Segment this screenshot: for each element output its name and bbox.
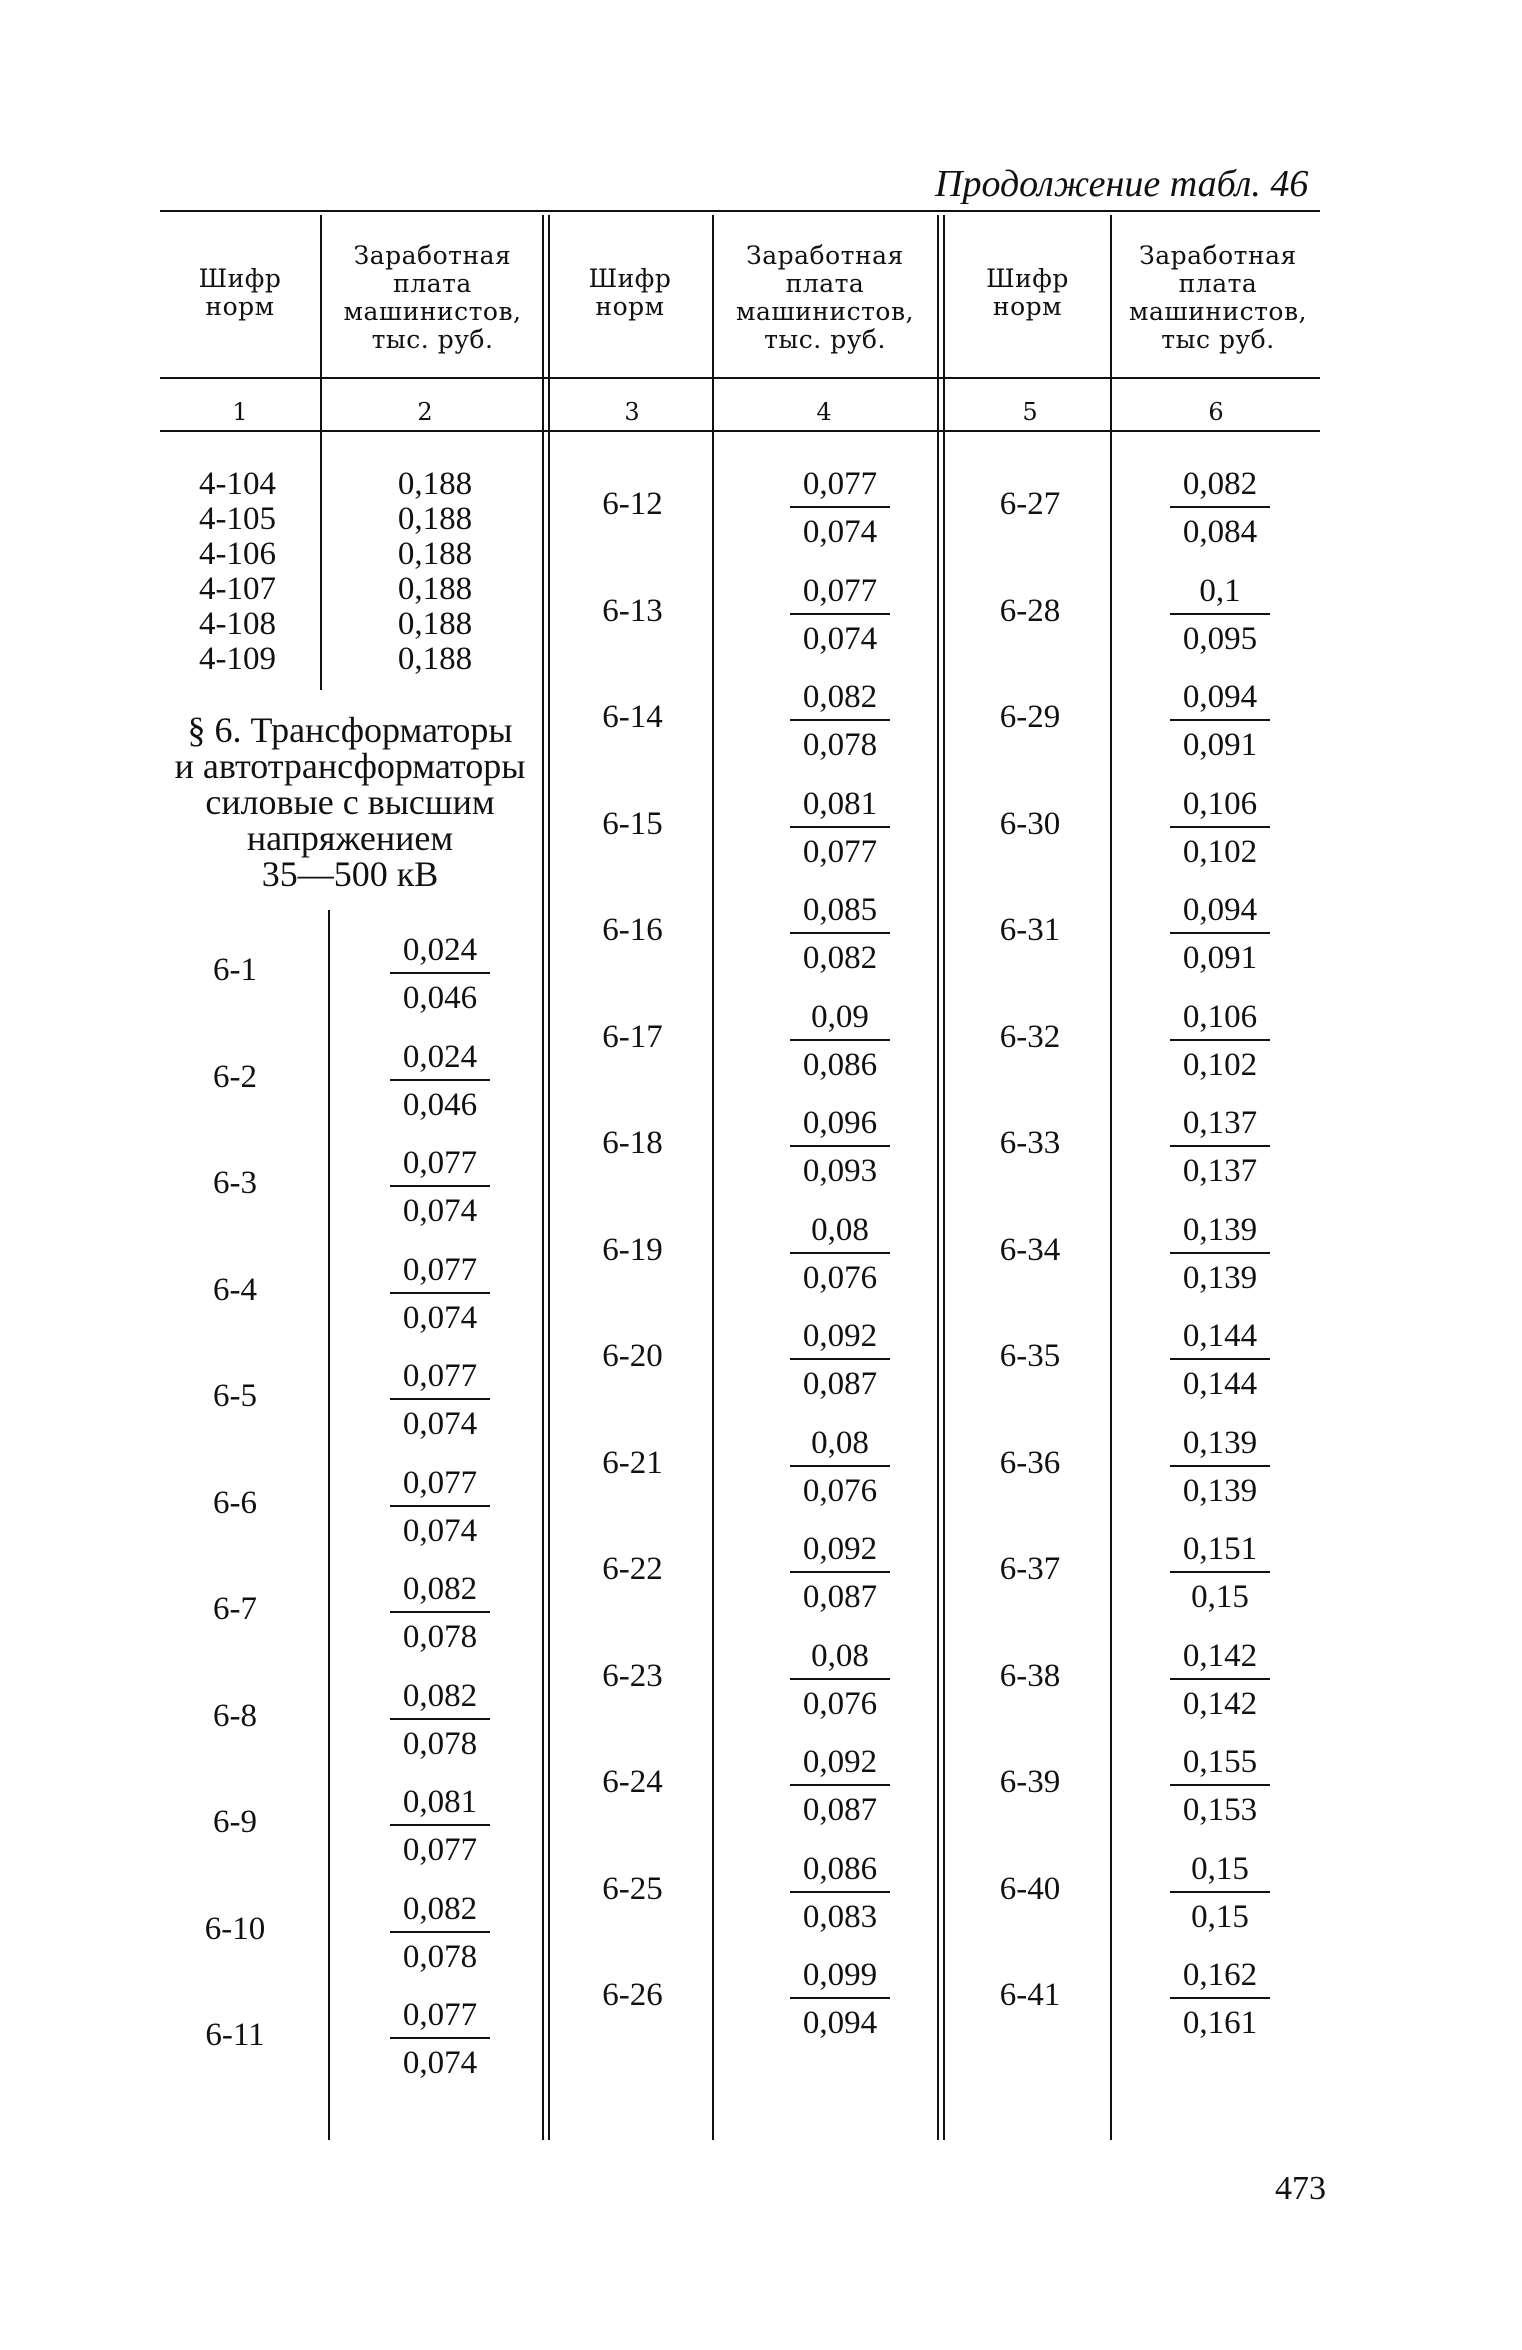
column-number-5: 5 <box>1022 398 1038 426</box>
section-title-line-3: силовые с высшим <box>205 782 495 822</box>
fraction-denominator: 0,074 <box>402 1406 478 1442</box>
table-row-code: 6-9 <box>213 1804 257 1840</box>
fraction-cell <box>765 1101 915 1191</box>
fraction-numerator: 0,082 <box>402 1571 478 1607</box>
fraction-numerator: 0,144 <box>1182 1318 1258 1354</box>
fraction-cell <box>1145 1527 1295 1617</box>
fraction-numerator: 0,08 <box>811 1424 869 1461</box>
fraction-cell <box>1145 1634 1295 1724</box>
fraction-denominator: 0,082 <box>802 940 878 976</box>
fraction-numerator: 0,081 <box>802 785 878 822</box>
section-6-title <box>150 712 550 892</box>
fraction-cell <box>1145 888 1295 978</box>
fraction-numerator: 0,106 <box>1182 998 1258 1035</box>
column-number-2: 2 <box>417 398 433 426</box>
fraction-numerator: 0,09 <box>811 998 869 1035</box>
fraction-denominator: 0,074 <box>402 1299 478 1336</box>
fraction-numerator: 0,1 <box>1199 572 1241 609</box>
column-number-4: 4 <box>816 398 832 426</box>
table-row-code: 6-3 <box>213 1165 257 1201</box>
fraction-cell <box>365 1248 515 1338</box>
fraction-numerator: 0,082 <box>1182 466 1258 502</box>
table-row-code: 6-38 <box>999 1657 1061 1694</box>
table-row-code: 6-13 <box>602 592 663 629</box>
header-code-1-line2: норм <box>205 292 275 321</box>
table-row-code: 6-18 <box>602 1125 663 1161</box>
fraction-numerator: 0,082 <box>802 679 878 715</box>
table-row-code: 6-23 <box>602 1657 663 1694</box>
fraction-denominator: 0,161 <box>1182 2005 1258 2041</box>
fraction-numerator: 0,081 <box>402 1784 478 1820</box>
fraction-denominator: 0,102 <box>1182 1046 1258 1083</box>
header-wage-2-line2: плата <box>785 269 865 298</box>
section-title-line-2: и автотрансформаторы <box>174 746 526 786</box>
fraction-denominator: 0,076 <box>802 1472 878 1509</box>
header-wage-2 <box>715 242 935 354</box>
fraction-numerator: 0,077 <box>402 1464 478 1501</box>
column-number-rule <box>160 430 1320 432</box>
fraction-numerator: 0,092 <box>802 1318 878 1354</box>
fraction-denominator: 0,077 <box>802 833 878 870</box>
fraction-cell <box>765 569 915 659</box>
table-row-code: 6-39 <box>999 1764 1061 1800</box>
fraction-denominator: 0,084 <box>1182 514 1258 550</box>
table-row-value: 0,188 <box>397 571 473 607</box>
fraction-cell <box>1145 462 1295 552</box>
fraction-cell <box>765 1953 915 2043</box>
header-wage-2-line3: машинистов, <box>736 297 914 326</box>
header-code-2-line1: Шифр <box>588 264 672 293</box>
fraction-denominator: 0,078 <box>402 1619 478 1655</box>
divider-5-6 <box>1110 215 1112 2140</box>
table-row-value: 0,188 <box>397 501 473 537</box>
fraction-denominator: 0,074 <box>402 2045 478 2081</box>
table-row-value: 0,188 <box>397 536 473 572</box>
fraction-denominator: 0,046 <box>402 980 478 1016</box>
fraction-numerator: 0,077 <box>402 1358 478 1394</box>
table-row-code: 6-4 <box>213 1271 257 1308</box>
fraction-denominator: 0,074 <box>402 1512 478 1549</box>
table-row-code: 6-24 <box>602 1764 663 1800</box>
fraction-cell <box>365 1461 515 1551</box>
table-row-code: 6-35 <box>999 1338 1061 1374</box>
table-row-code: 6-15 <box>602 805 663 842</box>
fraction-denominator: 0,078 <box>402 1725 478 1762</box>
table-row-code: 6-27 <box>999 486 1061 522</box>
fraction-cell <box>365 1993 515 2083</box>
fraction-denominator: 0,078 <box>802 727 878 763</box>
fraction-cell <box>765 1208 915 1298</box>
header-wage-2-line4: тыс. руб. <box>764 325 886 354</box>
fraction-cell <box>365 928 515 1018</box>
fraction-cell <box>1145 675 1295 765</box>
fraction-numerator: 0,092 <box>802 1531 878 1567</box>
table-row-code: 6-29 <box>999 699 1061 735</box>
fraction-denominator: 0,076 <box>802 1259 878 1296</box>
fraction-numerator: 0,082 <box>402 1890 478 1927</box>
fraction-cell <box>765 1847 915 1937</box>
fraction-cell <box>765 675 915 765</box>
fraction-denominator: 0,15 <box>1191 1579 1249 1615</box>
fraction-denominator: 0,091 <box>1182 940 1258 976</box>
table-row-code: 6-36 <box>999 1444 1061 1481</box>
table-row-code: 6-26 <box>602 1977 663 2013</box>
table-row-code: 6-40 <box>999 1870 1061 1907</box>
header-wage-1-line2: плата <box>393 269 472 298</box>
fraction-denominator: 0,076 <box>802 1685 878 1722</box>
fraction-numerator: 0,096 <box>802 1105 878 1141</box>
table-row-code: 6-31 <box>999 912 1061 948</box>
fraction-cell <box>1145 569 1295 659</box>
fraction-denominator: 0,078 <box>402 1938 478 1975</box>
table-row-code: 6-11 <box>205 2017 265 2053</box>
table-row-code: 6-33 <box>999 1125 1061 1161</box>
fraction-cell <box>365 1035 515 1125</box>
fraction-denominator: 0,139 <box>1182 1259 1258 1296</box>
header-code-3-line1: Шифр <box>986 264 1069 293</box>
fraction-numerator: 0,139 <box>1182 1211 1258 1248</box>
fraction-numerator: 0,106 <box>1182 785 1258 822</box>
fraction-cell <box>1145 1953 1295 2043</box>
table-row-code: 6-20 <box>602 1338 663 1374</box>
fraction-numerator: 0,077 <box>402 1997 478 2033</box>
fraction-numerator: 0,137 <box>1182 1105 1258 1141</box>
table-row-code: 6-22 <box>602 1551 663 1587</box>
header-rule <box>160 377 1320 379</box>
table-row-code: 4-108 <box>199 606 276 642</box>
header-code-3 <box>950 265 1105 321</box>
table-row-value: 0,188 <box>397 641 473 677</box>
table-row-code: 6-5 <box>213 1378 257 1414</box>
fraction-denominator: 0,142 <box>1182 1685 1258 1722</box>
table-row-code: 4-107 <box>199 571 276 607</box>
fraction-numerator: 0,099 <box>802 1957 878 1993</box>
fraction-cell <box>765 782 915 872</box>
fraction-denominator: 0,046 <box>402 1086 478 1123</box>
fraction-numerator: 0,077 <box>802 466 878 502</box>
fraction-cell <box>365 1567 515 1657</box>
divider-3-4 <box>712 215 714 2140</box>
fraction-cell <box>1145 782 1295 872</box>
fraction-cell <box>765 995 915 1085</box>
double-divider-c <box>937 215 939 2140</box>
table-row-code: 6-12 <box>602 486 663 522</box>
fraction-cell <box>1145 1740 1295 1830</box>
fraction-denominator: 0,144 <box>1182 1366 1258 1402</box>
fraction-denominator: 0,083 <box>802 1898 878 1935</box>
header-wage-3-line1: Заработная <box>1139 241 1297 270</box>
page-number: 473 <box>1275 2170 1326 2207</box>
fraction-numerator: 0,077 <box>802 572 878 609</box>
table-row-code: 6-37 <box>999 1551 1061 1587</box>
fraction-denominator: 0,095 <box>1182 620 1258 657</box>
fraction-numerator: 0,086 <box>802 1850 878 1887</box>
fraction-denominator: 0,102 <box>1182 833 1258 870</box>
fraction-cell <box>1145 1847 1295 1937</box>
table-row-code: 6-16 <box>602 912 663 948</box>
fraction-denominator: 0,139 <box>1182 1472 1258 1509</box>
fraction-denominator: 0,094 <box>802 2005 878 2041</box>
fraction-denominator: 0,074 <box>402 1193 478 1229</box>
column-number-1: 1 <box>232 398 248 426</box>
section-title-line-1: § 6. Трансформаторы <box>187 710 513 750</box>
fraction-cell <box>765 1527 915 1617</box>
fraction-numerator: 0,094 <box>1182 679 1258 715</box>
table-row-code: 6-30 <box>999 805 1061 842</box>
fraction-numerator: 0,092 <box>802 1744 878 1780</box>
table-row-code: 6-8 <box>213 1697 257 1734</box>
table-row-code: 6-28 <box>999 592 1061 629</box>
fraction-cell <box>765 1314 915 1404</box>
fraction-cell <box>365 1780 515 1870</box>
fraction-denominator: 0,074 <box>802 514 878 550</box>
table-row-code: 4-105 <box>199 501 276 537</box>
table-row-value: 0,188 <box>397 606 473 642</box>
table-continuation-caption: Продолжение табл. 46 <box>935 163 1309 205</box>
section-title-line-4: напряжением <box>246 818 454 858</box>
fraction-cell <box>765 1421 915 1511</box>
fraction-cell <box>765 1634 915 1724</box>
fraction-cell <box>765 888 915 978</box>
header-code-1 <box>165 265 315 321</box>
double-divider-b <box>548 215 550 2140</box>
fraction-cell <box>1145 1421 1295 1511</box>
table-row-code: 6-6 <box>213 1484 257 1521</box>
fraction-numerator: 0,142 <box>1182 1637 1258 1674</box>
table-row-code: 6-34 <box>999 1231 1061 1268</box>
table-row-code: 6-32 <box>999 1018 1061 1055</box>
header-code-3-line2: норм <box>992 292 1063 321</box>
table-row-code: 6-17 <box>602 1018 663 1055</box>
table-row-code: 4-109 <box>199 641 276 677</box>
table-top-rule <box>160 210 1320 212</box>
table-row-code: 6-7 <box>213 1591 257 1627</box>
table-row-code: 6-19 <box>602 1231 663 1268</box>
divider-1-2-lower <box>328 910 330 2140</box>
table-row-code: 4-106 <box>199 536 276 572</box>
table-row-code: 6-2 <box>213 1058 257 1095</box>
table-row-code: 6-41 <box>999 1977 1061 2013</box>
header-wage-1-line4: тыс. руб. <box>371 325 494 354</box>
header-wage-3-line3: машинистов, <box>1129 297 1307 326</box>
fraction-numerator: 0,077 <box>402 1145 478 1181</box>
fraction-cell <box>1145 995 1295 1085</box>
fraction-denominator: 0,077 <box>402 1832 478 1868</box>
fraction-denominator: 0,093 <box>802 1153 878 1189</box>
table-row-code: 6-21 <box>602 1444 663 1481</box>
table-row-code: 6-10 <box>204 1910 266 1947</box>
header-wage-3-line4: тыс руб. <box>1161 325 1275 354</box>
fraction-cell <box>1145 1208 1295 1298</box>
fraction-numerator: 0,139 <box>1182 1424 1258 1461</box>
header-wage-1-line1: Заработная <box>353 241 512 270</box>
header-wage-1 <box>325 242 540 354</box>
table-row-code: 6-1 <box>213 952 257 988</box>
column-number-6: 6 <box>1208 398 1224 426</box>
column-number-3: 3 <box>624 398 640 426</box>
fraction-cell <box>365 1354 515 1444</box>
header-wage-1-line3: машинистов, <box>343 297 522 326</box>
section-title-line-5: 35—500 кВ <box>261 854 439 894</box>
table-row-code: 4-104 <box>199 466 276 502</box>
divider-1-2 <box>320 215 322 690</box>
header-wage-3 <box>1113 242 1323 354</box>
table-row-code: 6-25 <box>602 1870 663 1907</box>
fraction-cell <box>365 1141 515 1231</box>
header-wage-3-line2: плата <box>1178 269 1258 298</box>
fraction-cell <box>765 1740 915 1830</box>
fraction-numerator: 0,151 <box>1182 1531 1258 1567</box>
fraction-numerator: 0,094 <box>1182 892 1258 928</box>
table-row-value: 0,188 <box>397 466 473 502</box>
table-row-code: 6-14 <box>602 699 663 735</box>
fraction-numerator: 0,082 <box>402 1677 478 1714</box>
header-code-2 <box>555 265 705 321</box>
fraction-denominator: 0,086 <box>802 1046 878 1083</box>
fraction-cell <box>365 1887 515 1977</box>
fraction-cell <box>365 1674 515 1764</box>
fraction-numerator: 0,077 <box>402 1251 478 1288</box>
fraction-denominator: 0,137 <box>1182 1153 1258 1189</box>
fraction-denominator: 0,087 <box>802 1792 878 1828</box>
fraction-denominator: 0,15 <box>1191 1898 1249 1935</box>
double-divider-a <box>542 215 544 2140</box>
fraction-numerator: 0,162 <box>1182 1957 1258 1993</box>
fraction-cell <box>1145 1101 1295 1191</box>
header-wage-2-line1: Заработная <box>746 241 904 270</box>
fraction-numerator: 0,024 <box>402 932 478 968</box>
fraction-denominator: 0,087 <box>802 1366 878 1402</box>
header-code-1-line1: Шифр <box>198 264 282 293</box>
fraction-denominator: 0,091 <box>1182 727 1258 763</box>
fraction-numerator: 0,085 <box>802 892 878 928</box>
fraction-denominator: 0,153 <box>1182 1792 1258 1828</box>
header-code-2-line2: норм <box>595 292 665 321</box>
fraction-cell <box>765 462 915 552</box>
fraction-numerator: 0,155 <box>1182 1744 1258 1780</box>
fraction-denominator: 0,087 <box>802 1579 878 1615</box>
fraction-denominator: 0,074 <box>802 620 878 657</box>
fraction-numerator: 0,15 <box>1191 1850 1249 1887</box>
fraction-numerator: 0,024 <box>402 1038 478 1075</box>
fraction-cell <box>1145 1314 1295 1404</box>
fraction-numerator: 0,08 <box>811 1211 869 1248</box>
fraction-numerator: 0,08 <box>811 1637 869 1674</box>
double-divider-d <box>943 215 945 2140</box>
